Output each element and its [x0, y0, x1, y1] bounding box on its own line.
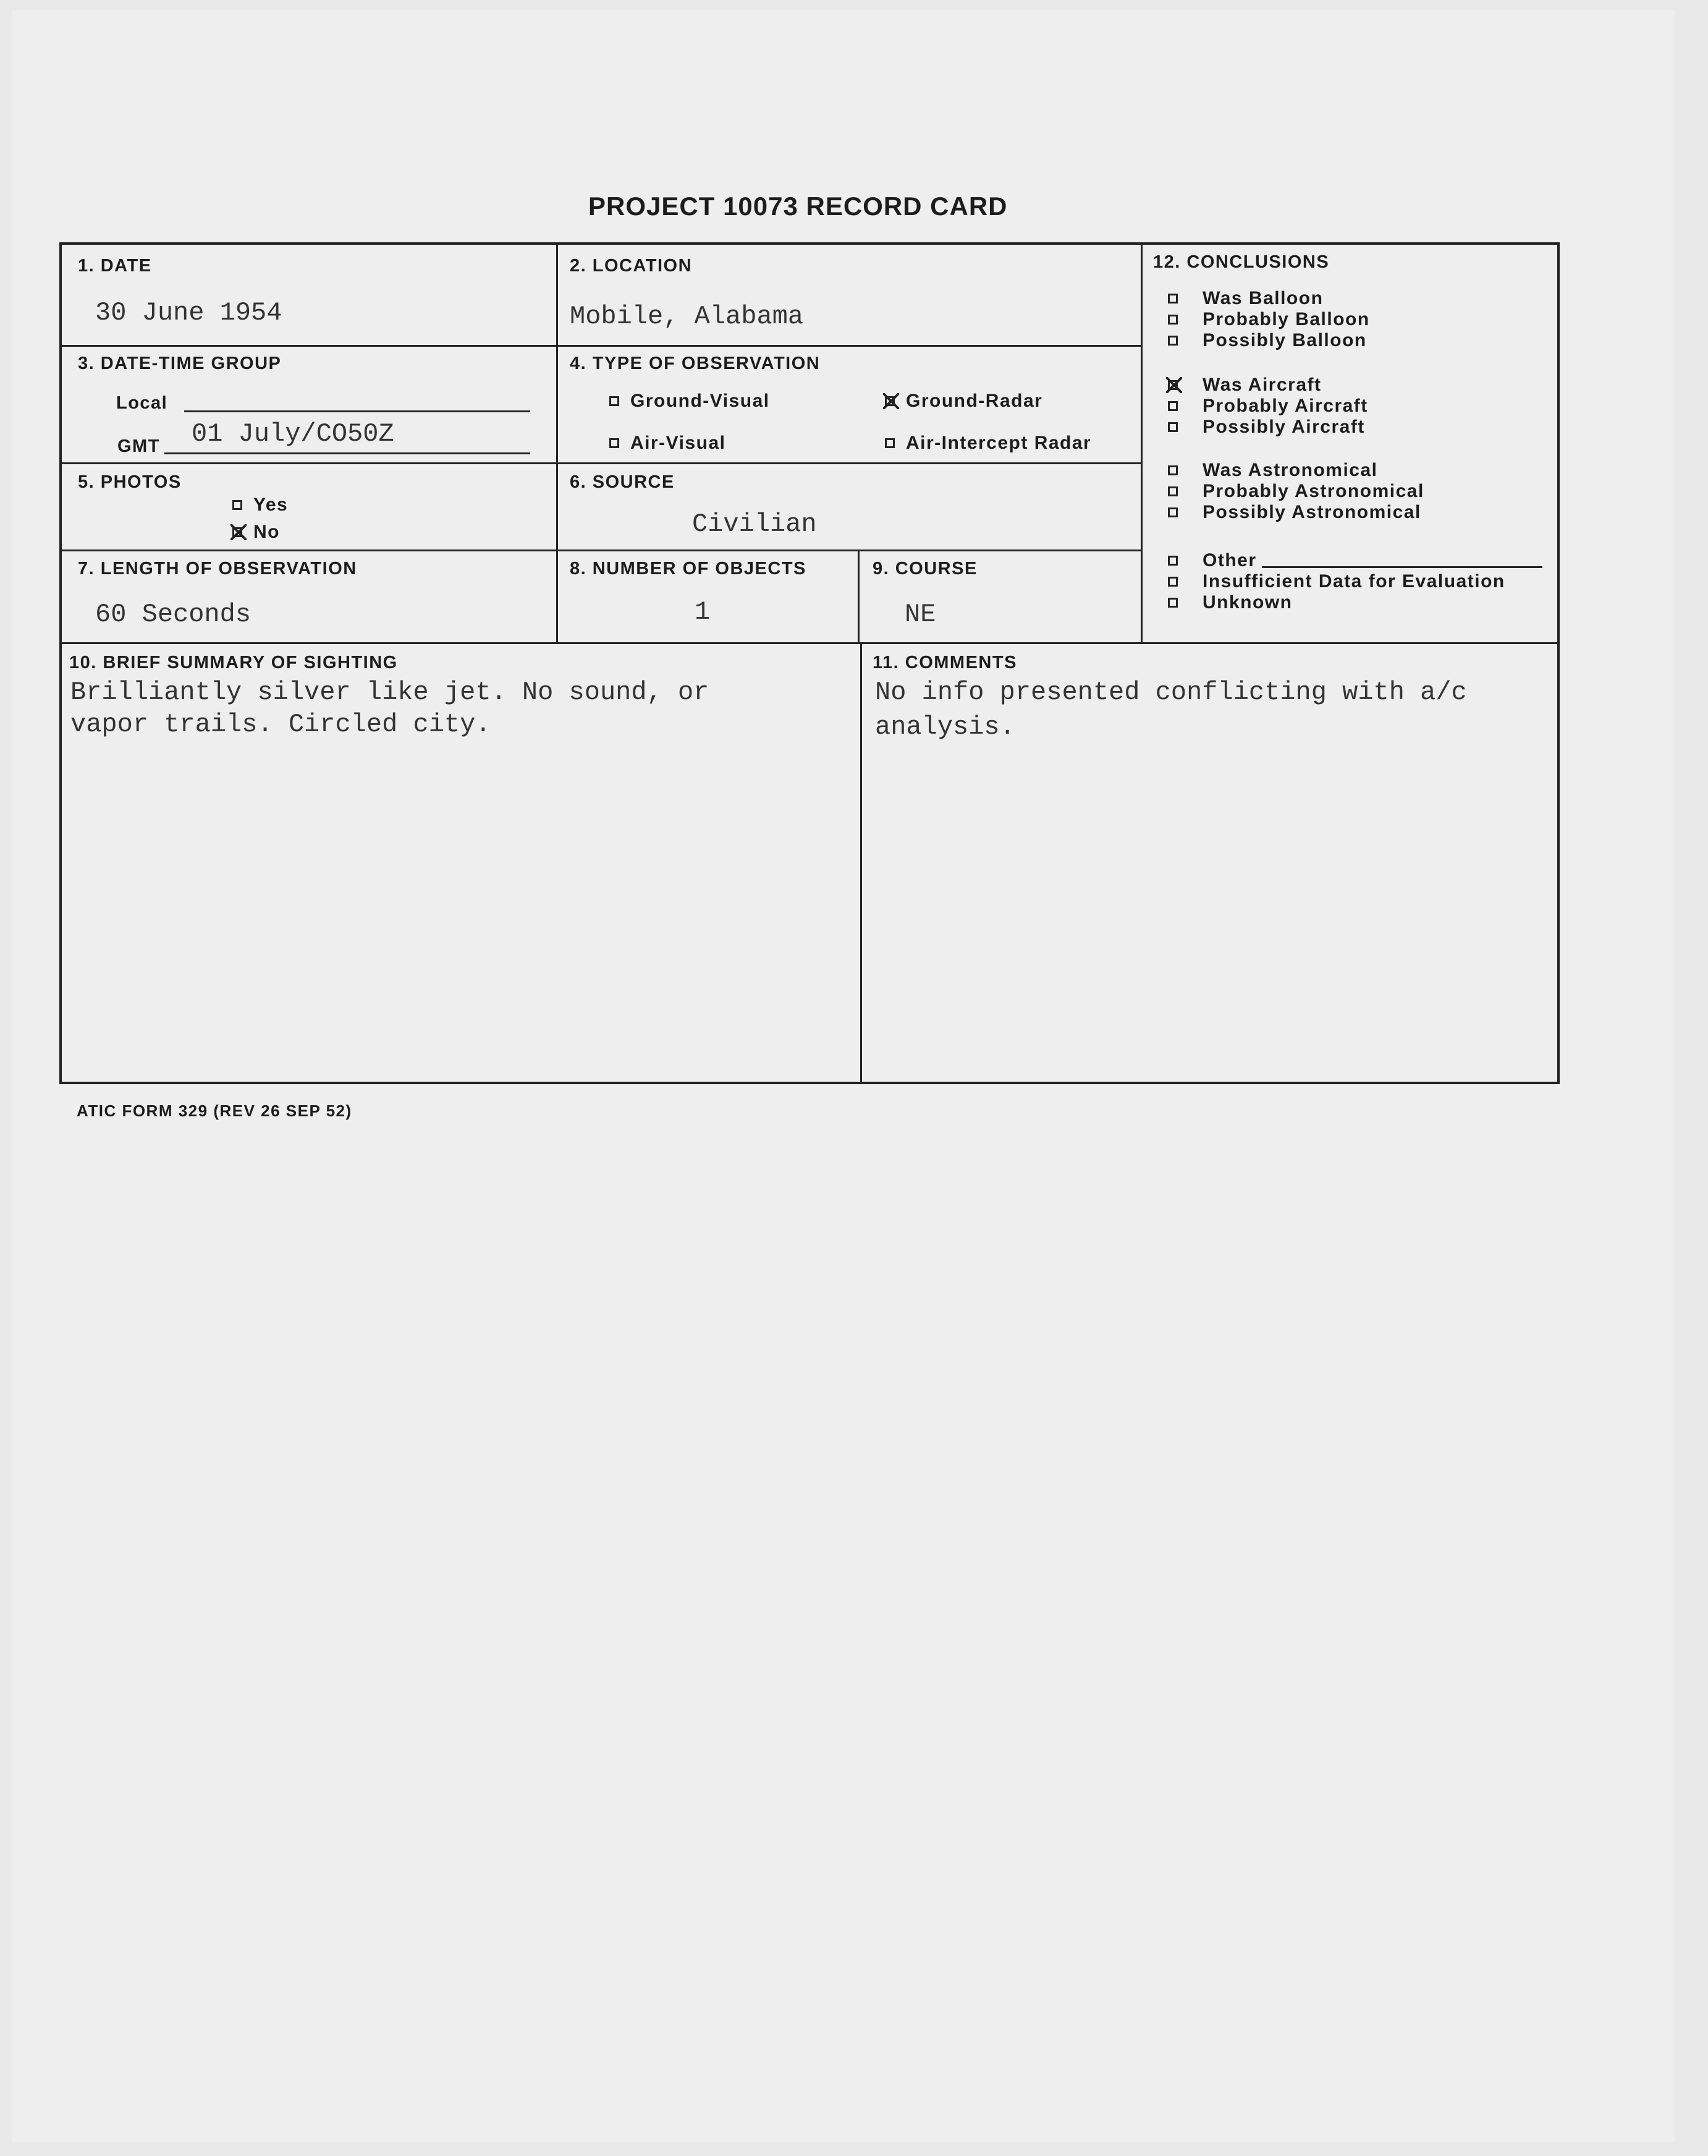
- option-label: Ground-Radar: [906, 391, 1043, 411]
- conclusion-checkbox[interactable]: [1168, 598, 1178, 608]
- option-ground-visual[interactable]: [609, 391, 770, 412]
- option-label: Air-Visual: [630, 433, 726, 453]
- date-value: 30 June 1954: [95, 298, 282, 328]
- conclusion-checkbox[interactable]: [1168, 336, 1178, 346]
- conclusion-checkbox[interactable]: [1168, 556, 1178, 566]
- conclusion-label: Probably Aircraft: [1203, 396, 1368, 416]
- conclusion-option[interactable]: [1168, 375, 1322, 396]
- option-air-intercept-radar[interactable]: [885, 433, 1091, 454]
- conclusion-checkbox[interactable]: [1168, 422, 1178, 432]
- course-label: 9. COURSE: [873, 559, 978, 579]
- date-time-group-label: 3. DATE-TIME GROUP: [78, 354, 282, 373]
- conclusion-option[interactable]: [1168, 460, 1378, 481]
- conclusion-label: Was Astronomical: [1203, 460, 1378, 480]
- conclusion-label: Possibly Aircraft: [1203, 417, 1365, 437]
- conclusion-checkbox[interactable]: [1168, 315, 1178, 325]
- course-value: NE: [905, 600, 936, 629]
- local-label: Local: [116, 393, 168, 413]
- conclusion-checkbox[interactable]: [1168, 401, 1178, 411]
- conclusion-label: Probably Astronomical: [1203, 481, 1424, 501]
- checkbox-air-visual[interactable]: [609, 438, 619, 448]
- conclusion-checkbox[interactable]: [1168, 577, 1178, 587]
- checkbox-ground-radar[interactable]: [885, 396, 895, 406]
- comments-label: 11. COMMENTS: [873, 653, 1017, 673]
- summary-line-1: Brilliantly silver like jet. No sound, or: [70, 677, 709, 707]
- date-label: 1. DATE: [78, 256, 152, 276]
- gmt-underline: [164, 452, 530, 454]
- option-label: Ground-Visual: [630, 391, 770, 411]
- divider-col-conclusions: [1141, 245, 1143, 642]
- conclusion-label: Was Aircraft: [1203, 375, 1322, 395]
- gmt-label: GMT: [117, 436, 160, 456]
- checkbox-photos-no[interactable]: [232, 527, 242, 537]
- option-label: No: [253, 522, 280, 542]
- observation-type-label: 4. TYPE OF OBSERVATION: [570, 354, 821, 373]
- conclusion-label: Possibly Astronomical: [1203, 502, 1421, 522]
- conclusion-option[interactable]: [1168, 502, 1421, 523]
- local-underline: [184, 410, 530, 412]
- comments-line-1: No info presented conflicting with a/c: [875, 677, 1467, 707]
- conclusion-label: Unknown: [1203, 592, 1293, 613]
- conclusion-label: Was Balloon: [1203, 288, 1324, 308]
- checkbox-photos-yes[interactable]: [232, 500, 242, 510]
- number-of-objects-label: 8. NUMBER OF OBJECTS: [570, 559, 806, 579]
- conclusion-option[interactable]: [1168, 288, 1323, 309]
- conclusion-option[interactable]: [1168, 330, 1367, 351]
- conclusion-option[interactable]: [1168, 571, 1505, 592]
- divider-col-left: [556, 245, 558, 642]
- checkbox-ground-visual[interactable]: [609, 396, 619, 406]
- record-card: [59, 242, 1560, 1084]
- location-value: Mobile, Alabama: [570, 302, 804, 331]
- conclusion-checkbox[interactable]: [1168, 507, 1178, 517]
- option-photos-no[interactable]: [232, 522, 280, 543]
- conclusion-option[interactable]: [1168, 481, 1424, 502]
- photos-label: 5. PHOTOS: [78, 472, 182, 492]
- checkbox-air-intercept-radar[interactable]: [885, 438, 895, 448]
- conclusion-checkbox[interactable]: [1168, 294, 1178, 303]
- comments-line-2: analysis.: [875, 712, 1015, 742]
- conclusion-label: Other: [1203, 550, 1257, 571]
- option-air-visual[interactable]: [609, 433, 726, 454]
- length-label: 7. LENGTH OF OBSERVATION: [78, 559, 357, 579]
- conclusion-option[interactable]: [1168, 309, 1370, 330]
- length-value: 60 Seconds: [95, 600, 252, 629]
- other-underline: [1262, 566, 1542, 568]
- form-title: PROJECT 10073 RECORD CARD: [588, 192, 1008, 221]
- divider-row-3: [62, 550, 1141, 551]
- summary-line-2: vapor trails. Circled city.: [70, 710, 491, 739]
- form-footer: ATIC FORM 329 (REV 26 SEP 52): [77, 1101, 352, 1120]
- option-photos-yes[interactable]: [232, 494, 288, 516]
- conclusion-label: Insufficient Data for Evaluation: [1203, 571, 1505, 592]
- conclusion-label: Probably Balloon: [1203, 309, 1370, 329]
- conclusion-option[interactable]: [1168, 550, 1257, 571]
- option-label: Yes: [253, 494, 289, 515]
- divider-row-1: [62, 345, 1141, 347]
- option-ground-radar[interactable]: [885, 391, 1042, 412]
- conclusion-option[interactable]: [1168, 396, 1368, 417]
- divider-course: [858, 550, 860, 642]
- divider-summary-comments: [860, 642, 862, 1084]
- conclusion-option[interactable]: [1168, 592, 1293, 613]
- conclusion-checkbox[interactable]: [1168, 380, 1178, 390]
- conclusion-checkbox[interactable]: [1168, 465, 1178, 475]
- summary-label: 10. BRIEF SUMMARY OF SIGHTING: [69, 653, 398, 673]
- conclusion-checkbox[interactable]: [1168, 486, 1178, 496]
- divider-row-2: [62, 462, 1141, 464]
- divider-row-4: [62, 642, 1560, 644]
- gmt-value: 01 July/CO50Z: [192, 419, 394, 449]
- conclusion-option[interactable]: [1168, 417, 1365, 438]
- source-label: 6. SOURCE: [570, 472, 675, 492]
- conclusion-label: Possibly Balloon: [1203, 330, 1367, 350]
- option-label: Air-Intercept Radar: [906, 433, 1092, 453]
- number-of-objects-value: 1: [695, 597, 711, 627]
- source-value: Civilian: [692, 509, 817, 539]
- conclusions-label: 12. CONCLUSIONS: [1153, 252, 1330, 272]
- location-label: 2. LOCATION: [570, 256, 693, 276]
